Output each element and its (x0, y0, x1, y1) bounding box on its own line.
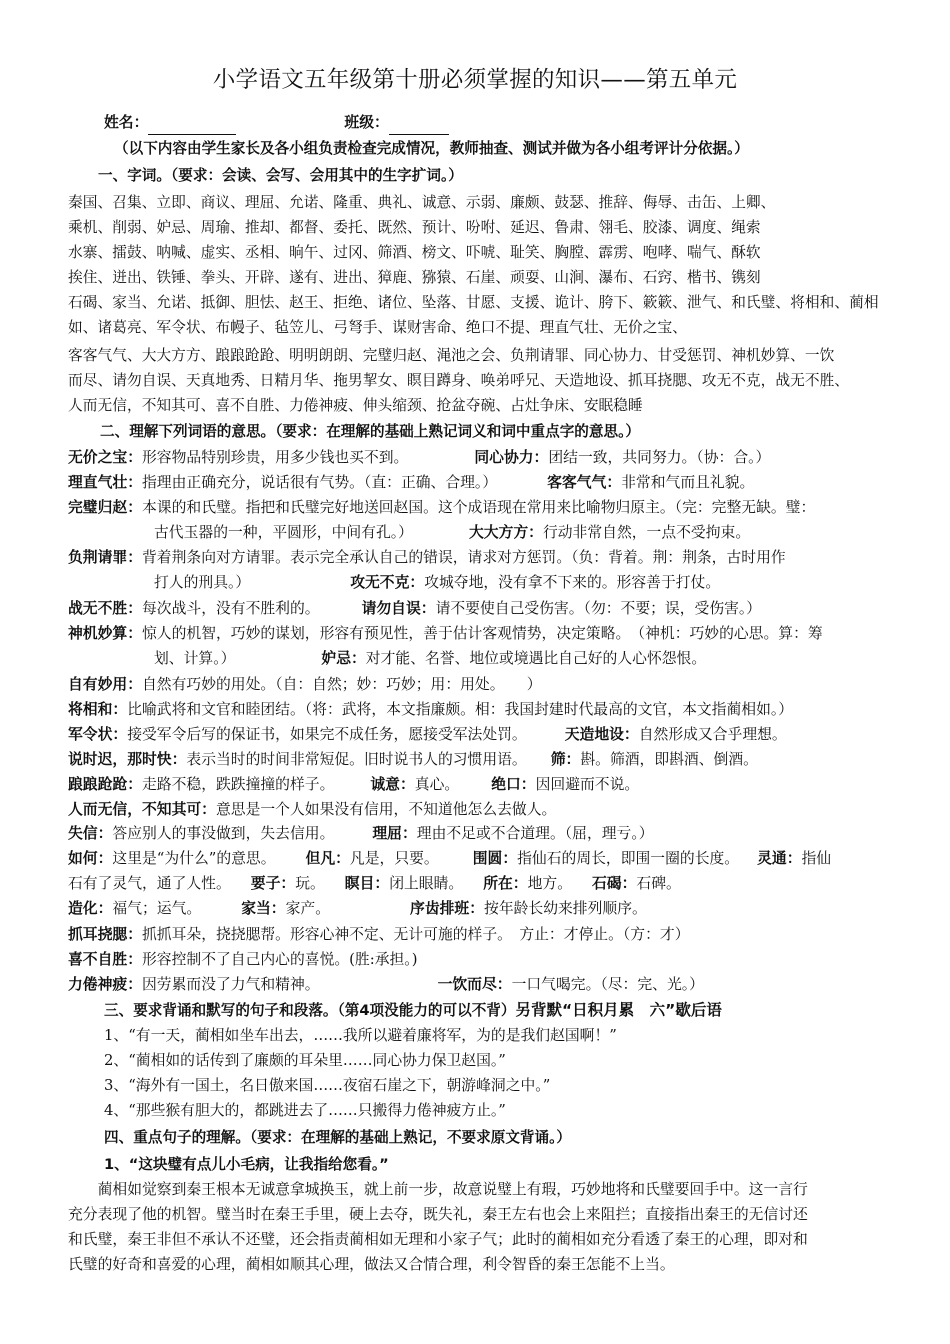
term-definition: 自然形成又合乎理想。 (638, 726, 787, 743)
term-definition: 形容控制不了自己内心的喜悦。(胜:承担。) (142, 951, 418, 968)
definition-row (68, 872, 922, 896)
term-definition: 地方。 (527, 875, 573, 892)
term-label: 理直气壮： (68, 474, 142, 491)
term-label: 客客气气： (547, 474, 622, 491)
vocab-line: 石碣、家当、允诺、抵御、胆怯、赵王、拒绝、诸位、坠落、甘愿、支援、诡计、胯下、簌簌、泄气、和氏璧、将相和、蔺相 (68, 294, 879, 311)
definition-row (154, 521, 922, 545)
definition-row (68, 798, 922, 822)
name-label: 姓名： (104, 114, 149, 131)
explanation-line: 蔺相如觉察到秦王根本无诚意拿城换玉，就上前一步，故意说璧上有瑕，巧妙地将和氏璧要回手中。这一言行 (68, 1181, 808, 1198)
term-label: 要子： (250, 875, 296, 892)
term-label: 军令状： (68, 726, 128, 743)
term-definition: 划、计算。） (154, 650, 236, 667)
recitation-item: 3、“海外有一国土，名日傲来国……夜宿石崖之下，朝游峰洞之中。” (104, 1077, 551, 1094)
section-3-heading: 三、要求背诵和默写的句子和段落。（第4项没能力的可以不背） (104, 1002, 516, 1019)
term-definition: 这里是“为什么”的意思。 (112, 850, 276, 867)
vocab-line: 客客气气、大大方方、踉踉跄跄、明明朗朗、完璧归赵、渑池之会、负荆请罪、同心协力、甘受惩罚、神机妙算、一饮 (68, 347, 835, 364)
term-label: 完璧归赵： (68, 499, 142, 516)
term-label: 人而无信，不知其可： (68, 801, 216, 818)
term-definition: 玩。 (295, 875, 325, 892)
term-definition: 请不要使自己受伤害。（勿：不要；误，受伤害。） (435, 600, 762, 617)
term-definition: 攻城夺地，没有拿不下来的。形容善于打仗。 (424, 574, 721, 591)
instruction-note: （以下内容由学生家长及各小组负责检查完成情况，教师抽查、测试并做为各小组考评计分依据。） (114, 140, 749, 157)
term-label: 妒忌： (321, 650, 366, 667)
definition-row (68, 597, 922, 621)
term-label: 请勿自误： (361, 600, 436, 617)
term-label: 负荆请罪： (68, 549, 142, 566)
term-definition: 凡是，只要。 (349, 850, 439, 867)
term-label: 一饮而尽： (437, 976, 512, 993)
term-definition: 石碑。 (636, 875, 681, 892)
term-definition: 理由不足或不合道理。（屈，理亏。） (416, 825, 654, 842)
vocab-line: 水寨、擂鼓、呐喊、虚实、丞相、晌午、过冈、筛酒、榜文、吓唬、耻笑、胸膛、霹雳、咆哮、喘气、酥软 (68, 244, 761, 261)
term-definition: 真心。 (414, 776, 460, 793)
explanation-line: 和氏璧，秦王非但不承认不还璧，还会指责蔺相如无理和小家子气；此时的蔺相如充分看透了秦王的心理，即对和 (68, 1231, 808, 1248)
term-label: 围圆： (472, 850, 518, 867)
class-field[interactable] (389, 118, 449, 135)
term-label: 攻无不克： (350, 574, 425, 591)
vocab-line: 挨住、迸出、铁锤、拳头、开辟、遂有、进出、獐鹿、猕猿、石崖、顽耍、山涧、瀑布、石窍、楷书、镌刻 (68, 269, 761, 286)
term-definition: 团结一致，共同努力。（协：合。） (548, 449, 771, 466)
term-label: 家当： (241, 900, 286, 917)
page-title: 小学语文五年级第十册必须掌握的知识——第五单元 (212, 67, 738, 93)
term-definition: 走路不稳，跌跌撞撞的样子。 (142, 776, 335, 793)
definition-row (68, 748, 922, 772)
term-definition: 本课的和氏璧。指把和氏璧完好地送回赵国。这个成语现在常用来比喻物归原主。（完：完整无缺。璧： (142, 499, 816, 516)
term-label: 将相和： (68, 701, 128, 718)
explanation-line: 充分表现了他的机智。璧当时在秦王手里，硬上去夺，既失礼，秦王左右也会上来阻拦；直接指出秦王的无信讨还 (68, 1206, 808, 1223)
term-definition: 对才能、名誉、地位或境遇比自己好的人心怀怨恨。 (365, 650, 707, 667)
recitation-item: 1、“有一天，蔺相如坐车出去，……我所以避着廉将军，为的是我们赵国啊！” (104, 1027, 617, 1044)
term-definition: 因劳累而没了力气和精神。 (142, 976, 320, 993)
section-4-heading: 四、重点句子的理解。（要求：在理解的基础上熟记，不要求原文背诵。） (104, 1129, 571, 1146)
term-definition: 非常和气而且礼貌。 (621, 474, 755, 491)
term-label: 力倦神疲： (68, 976, 142, 993)
term-label: 诚意： (370, 776, 415, 793)
vocab-line: 如、诸葛亮、军令状、布幔子、毡笠儿、弓弩手、谋财害命、绝口不提、理直气壮、无价之宝、 (68, 319, 687, 336)
student-info-row (104, 111, 922, 135)
section-4-question-1: 1、“这块璧有点儿小毛病，让我指给您看。” (104, 1156, 389, 1173)
vocab-line: 人而无信，不知其可、喜不自胜、力倦神疲、伸头缩颈、抢盆夺碗、占灶争床、安眠稳睡 (68, 397, 643, 414)
term-definition: 石有了灵气，通了人性。 (68, 875, 231, 892)
term-definition: 比喻武将和文官和睦团结。（将：武将，本文指廉颇。相：我国封建时代最高的文官，本文指蔺相如。） (127, 701, 794, 718)
definition-row (154, 571, 922, 595)
definition-row (68, 723, 922, 747)
term-label: 绝口： (491, 776, 536, 793)
term-definition: 指仙 (801, 850, 832, 867)
term-definition: 意思是一个人如果没有信用，不知道他怎么去做人。 (215, 801, 557, 818)
term-label: 自有妙用： (68, 676, 142, 693)
definition-row (68, 471, 922, 495)
term-definition: 指仙石的周长，即围一圈的长度。 (517, 850, 740, 867)
term-definition: 古代玉器的一种，平圆形，中间有孔。） (154, 524, 413, 541)
section-3-extra: 另背默“日积月累 六”歇后语 (515, 1001, 722, 1019)
term-label: 大大方方： (468, 524, 543, 541)
recitation-item: 4、“那些猴有胆大的，都跳进去了……只搬得力倦神疲方止。” (104, 1102, 506, 1119)
term-label: 序齿排班： (410, 900, 485, 917)
term-label: 同心协力： (474, 449, 549, 466)
term-label: 所在： (483, 875, 528, 892)
term-label: 踉踉跄跄： (68, 776, 142, 793)
term-definition: 自然有巧妙的用处。（自：自然；妙：巧妙；用：用处。 ） (142, 676, 542, 693)
vocab-line: 乘机、削弱、妒忌、周瑜、推却、都督、委托、既然、预计、吩咐、延迟、鲁肃、翎毛、胶漆、调度、绳索 (68, 219, 761, 236)
name-field[interactable] (148, 118, 236, 135)
definition-row (68, 622, 922, 646)
term-label: 抓耳挠腮： (68, 926, 142, 943)
recitation-item: 2、“蔺相如的话传到了廉颇的耳朵里……同心协力保卫赵国。” (104, 1052, 506, 1069)
definition-row (68, 773, 922, 797)
term-definition: 表示当时的时间非常短促。旧时说书人的习惯用语。 (186, 751, 527, 768)
definition-row (68, 822, 922, 846)
term-definition: 行动非常自然，一点不受拘束。 (542, 524, 751, 541)
term-definition: 指理由正确充分，说话很有气势。（直：正确、合理。） (142, 474, 498, 491)
term-definition: 闭上眼睛。 (389, 875, 464, 892)
term-definition: 按年龄长幼来排列顺序。 (484, 900, 647, 917)
definition-row (68, 923, 922, 947)
term-definition: 接受军令后写的保证书，如果完不成任务，愿接受军法处罚。 (127, 726, 527, 743)
term-label: 说时迟，那时快： (68, 751, 187, 768)
term-label: 瞑目： (344, 875, 390, 892)
vocab-line: 而尽、请勿自误、天真地秀、日精月华、拖男挈女、瞑目蹲身、唤弟呼兄、天造地设、抓耳挠腮、攻无不克，战无不胜、 (68, 372, 850, 389)
term-label: 失信： (68, 825, 113, 842)
term-label: 战无不胜： (68, 600, 142, 617)
definition-row (68, 948, 922, 972)
term-definition: 福气；运气。 (112, 900, 202, 917)
term-definition: 家产。 (285, 900, 331, 917)
term-label: 造化： (68, 900, 113, 917)
section-3-heading-row (104, 998, 922, 1023)
definition-row (68, 897, 922, 921)
definition-row (154, 647, 922, 671)
definition-row (68, 673, 922, 697)
term-label: 但凡： (305, 850, 350, 867)
term-label: 如何： (68, 850, 113, 867)
definition-row (68, 496, 922, 520)
definition-row (68, 698, 922, 722)
term-definition: 抓抓耳朵，挠挠腮帮。形容心神不定、无计可施的样子。 方止：才停止。（方：才） (142, 926, 690, 943)
term-label: 灵通： (757, 850, 802, 867)
term-label: 无价之宝： (68, 449, 142, 466)
term-definition: 斟。筛酒，即斟酒、倒酒。 (580, 751, 758, 768)
term-definition: 因回避而不说。 (535, 776, 640, 793)
term-definition: 一口气喝完。（尽：完、光。） (511, 976, 704, 993)
definition-row (68, 446, 922, 470)
definition-row (68, 973, 922, 997)
term-definition: 打人的刑具。） (154, 574, 251, 591)
term-definition: 答应别人的事没做到，失去信用。 (112, 825, 335, 842)
term-definition: 惊人的机智，巧妙的谋划，形容有预见性，善于估计客观情势，决定策略。 （神机：巧妙的心思。算：筹 (142, 625, 823, 642)
definition-row (68, 546, 922, 570)
vocab-line: 秦国、召集、立即、商议、理屈、允诺、隆重、典礼、诚意、示弱、廉颇、鼓瑟、推辞、侮辱、击缶、上卿、 (68, 194, 776, 211)
term-label: 筛： (550, 751, 581, 768)
section-2-heading: 二、理解下列词语的意思。（要求：在理解的基础上熟记词义和词中重点字的意思。） (100, 423, 640, 440)
term-definition: 每次战斗，没有不胜利的。 (142, 600, 320, 617)
section-1-heading: 一、字词。（要求：会读、会写、会用其中的生字扩词。） (98, 167, 463, 184)
class-label: 班级： (344, 114, 389, 131)
term-label: 石碣： (592, 875, 637, 892)
term-label: 神机妙算： (68, 625, 142, 642)
term-label: 天造地设： (564, 726, 639, 743)
term-label: 理屈： (372, 825, 417, 842)
explanation-line: 氏璧的好奇和喜爱的心理，蔺相如顺其心理，做法又合情合理，利令智昏的秦王怎能不上当。 (68, 1256, 675, 1273)
term-definition: 形容物品特别珍贵，用多少钱也买不到。 (142, 449, 409, 466)
term-definition: 背着荆条向对方请罪。表示完全承认自己的错误，请求对方惩罚。（负：背着。荆：荆条，古时用作 (142, 549, 786, 566)
term-label: 喜不自胜： (68, 951, 142, 968)
definition-row (68, 847, 922, 871)
